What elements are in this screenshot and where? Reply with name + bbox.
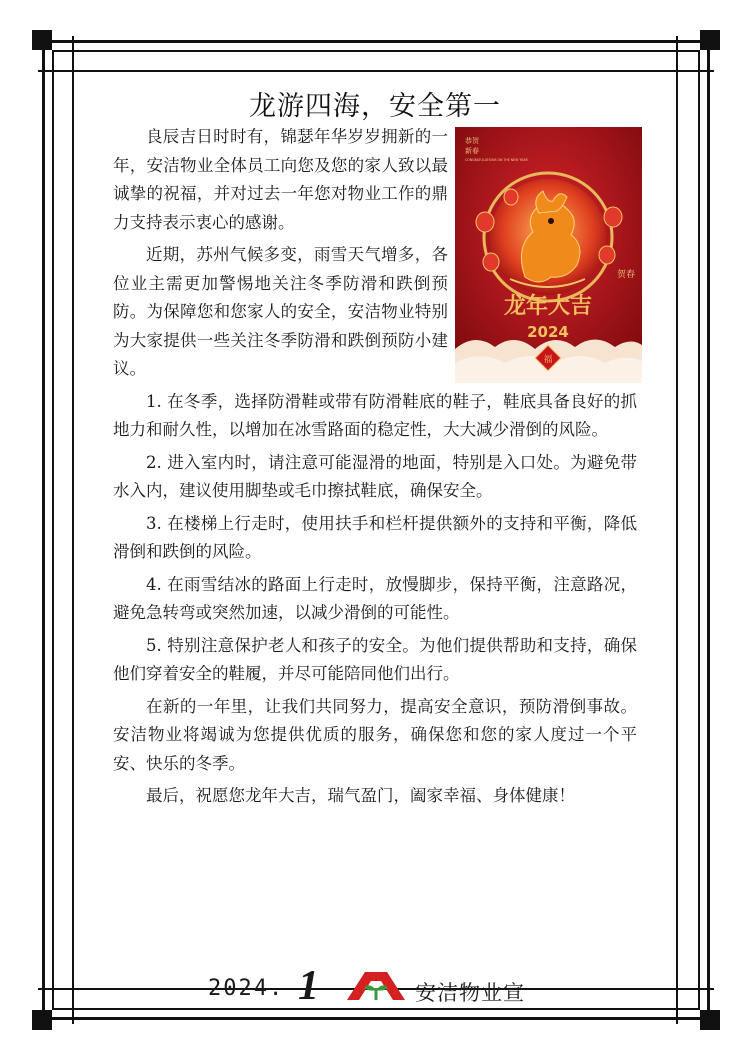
poster-fu-seal: 福 — [543, 355, 553, 365]
page-title: 龙游四海，安全第一 — [249, 91, 501, 122]
frame-corner-top-left — [32, 30, 52, 50]
paragraph-wishes: 最后，祝愿您龙年大吉，瑞气盈门，阖家幸福、身体健康！ — [146, 786, 575, 805]
date-year: 2024. — [208, 976, 285, 1001]
frame-corner-bottom-right — [700, 1010, 720, 1030]
company-logo-icon — [345, 968, 407, 1002]
signature-footer — [0, 963, 750, 1009]
tip-item-2: 2. 进入室内时，请注意可能湿滑的地面，特别是入口处。为避免带水入内，建议使用脚垫或毛巾擦拭鞋底，确保安全。 — [113, 452, 637, 500]
frame-corner-top-right — [700, 30, 720, 50]
frame-corner-bottom-left — [32, 1010, 52, 1030]
tip-item-5: 5. 特别注意保护老人和孩子的安全。为他们提供帮助和支持，确保他们穿着安全的鞋履，并尽可能陪同他们出行。 — [113, 635, 637, 683]
paragraph-greeting: 良辰吉日时时有，锦瑟年华岁岁拥新的一年，安洁物业全体员工向您及您的家人致以最诚挚的祝福，并对过去一年您对物业工作的鼎力支持表示衷心的感谢。 — [113, 127, 448, 232]
poster-year: 2024 — [527, 323, 569, 341]
poster-corner-text-2: 新春 — [465, 147, 479, 155]
poster-side-text: 贺春 — [617, 270, 636, 280]
poster-english-line: CONGRATULATIONS ON THE NEW YEAR — [465, 158, 528, 162]
date-month: 1 — [298, 963, 319, 1009]
paragraph-intro: 近期，苏州气候多变，雨雪天气增多，各位业主需更加警惕地关注冬季防滑和跌倒预防。为保障您和您家人的安全，安洁物业特别为大家提供一些关注冬季防滑和跌倒预防小建议。 — [113, 245, 448, 378]
poster-corner-text-1: 恭贺 — [465, 137, 479, 145]
paragraph-closing: 在新的一年里，让我们共同努力，提高安全意识，预防滑倒事故。安洁物业将竭诚为您提供优质的服务，确保您和您的家人度过一个平安、快乐的冬季。 — [113, 696, 637, 773]
poster-headline: 龙年大吉 — [503, 293, 593, 319]
company-name: 安洁物业宣 — [415, 981, 525, 1005]
tip-item-1: 1. 在冬季，选择防滑鞋或带有防滑鞋底的鞋子，鞋底具备良好的抓地力和耐久性，以增加在冰雪路面的稳定性，大大减少滑倒的风险。 — [113, 391, 637, 439]
letter-body — [113, 123, 637, 815]
tip-item-3: 3. 在楼梯上行走时，使用扶手和栏杆提供额外的支持和平衡，降低滑倒和跌倒的风险。 — [113, 513, 637, 561]
tip-item-4: 4. 在雨雪结冰的路面上行走时，放慢脚步，保持平衡，注意路况，避免急转弯或突然加速，以减少滑倒的可能性。 — [113, 574, 637, 622]
